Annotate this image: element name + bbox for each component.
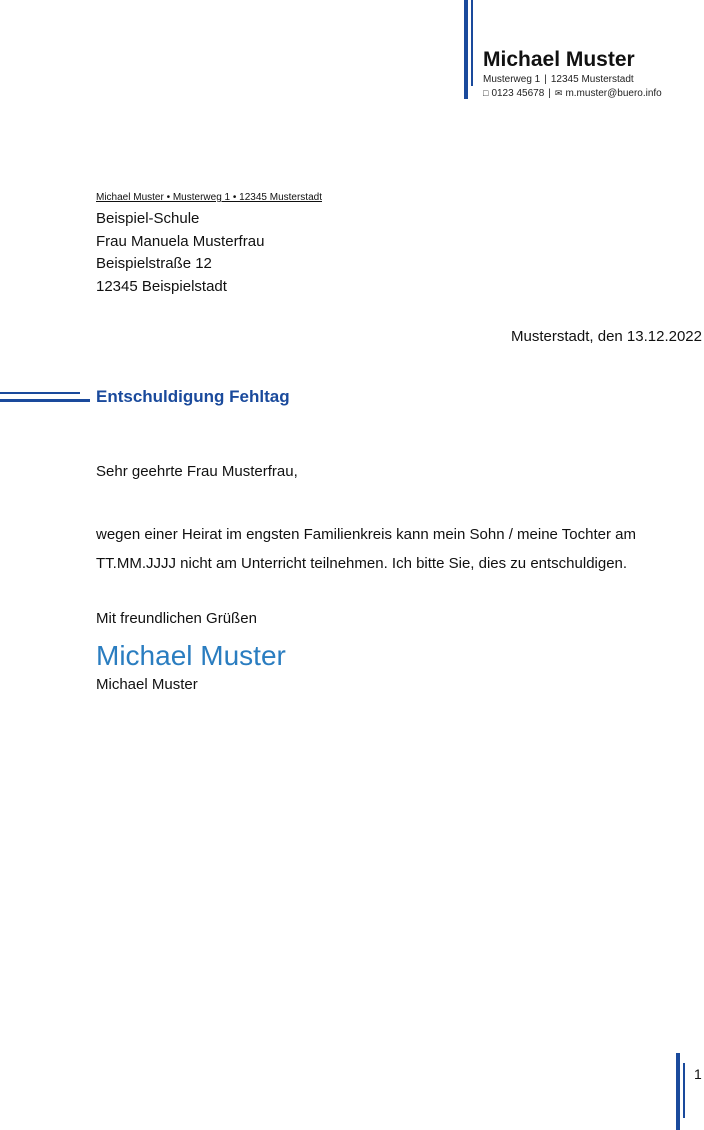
closing: Mit freundlichen Grüßen: [96, 610, 257, 627]
signature: Michael Muster: [96, 640, 286, 671]
sender-city: 12345 Musterstadt: [550, 74, 634, 85]
subject-accent-line: [0, 392, 80, 394]
sender-street: Musterweg 1: [483, 74, 541, 85]
phone-icon: □: [483, 88, 489, 98]
salutation: Sehr geehrte Frau Musterfrau,: [96, 463, 298, 480]
recipient-line: Beispiel-Schule: [96, 210, 200, 227]
sender-name: Michael Muster: [483, 48, 635, 71]
sender-phone: 0123 45678: [491, 88, 545, 99]
signer-name: Michael Muster: [96, 676, 198, 693]
date-line: Musterstadt, den 13.12.2022: [511, 328, 702, 345]
footer-accent-bar-thin: [683, 1063, 685, 1118]
footer-accent-bar: [676, 1053, 680, 1130]
separator: |: [544, 74, 547, 85]
recipient-line: 12345 Beispielstadt: [96, 277, 227, 295]
sender-contact: [483, 88, 662, 99]
envelope-icon: ✉: [554, 88, 563, 98]
letter-body: [96, 520, 656, 578]
recipient-address: [96, 208, 264, 298]
return-address-line: Michael Muster • Musterweg 1 • 12345 Musterstadt: [96, 192, 322, 203]
body-line: wegen einer Heirat im engsten Familienkreis kann mein Sohn / meine Tochter am: [96, 526, 636, 543]
sender-address: [483, 74, 634, 85]
header-accent-bar: [464, 0, 468, 99]
body-line: TT.MM.JJJJ nicht am Unterricht teilnehmen. Ich bitte Sie, dies zu entschuldigen.: [96, 555, 628, 572]
separator: |: [548, 88, 551, 99]
recipient-line: Beispielstraße 12: [96, 255, 212, 272]
header-accent-bar-thin: [471, 0, 473, 86]
page-number: 1: [694, 1066, 702, 1082]
subject-heading: Entschuldigung Fehltag: [96, 387, 290, 406]
sender-email[interactable]: m.muster@buero.info: [565, 88, 662, 99]
recipient-line: Frau Manuela Musterfrau: [96, 232, 265, 250]
subject-accent-line: [0, 399, 90, 402]
